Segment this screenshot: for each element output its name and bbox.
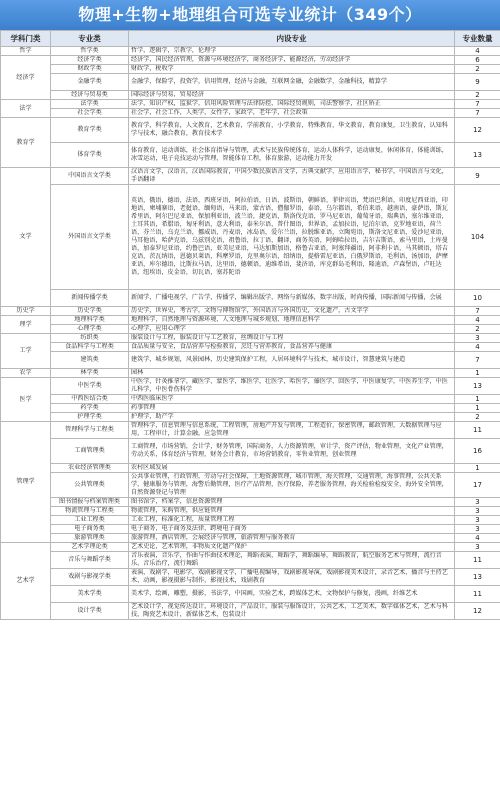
header-category: 学科门类	[1, 31, 51, 47]
major-class-cell: 教育学类	[51, 118, 129, 143]
majors-cell: 管理科学，信息管理与信息系统，工程管理，房地产开发与管理，工程造价，保密管理，邮政管理，大数据管理与应用，工程审计，计算金融，应急管理	[129, 422, 455, 439]
table-body	[1, 47, 500, 620]
majors-cell: 汉语言文学，汉语言，汉语国际教育，中国少数民族语言文学，古典文献学，应用语言学，秘书学，中国语言与文化，手语翻译	[129, 168, 455, 185]
majors-cell: 体育教育，运动训练，社会体育指导与管理，武术与民族传统体育，运动人体科学，运动康复，休闲体育，体能训练，冰雪运动，电子竞技运动与管理，智能体育工程，体育旅游，运动能力开发	[129, 143, 455, 168]
count-cell: 6	[455, 56, 500, 65]
count-cell: 12	[455, 118, 500, 143]
count-cell: 16	[455, 439, 500, 464]
table-row	[1, 343, 500, 352]
majors-table	[0, 30, 500, 620]
count-cell: 13	[455, 143, 500, 168]
page-title: 物理+生物+地理组合可选专业统计（349个）	[0, 0, 500, 30]
table-row	[1, 603, 500, 620]
major-class-cell: 工商管理类	[51, 439, 129, 464]
count-cell: 7	[455, 352, 500, 369]
table-row	[1, 65, 500, 74]
majors-cell: 中西医临床医学	[129, 395, 455, 404]
major-class-cell: 戏剧与影视学类	[51, 569, 129, 586]
majors-cell: 艺术设计学，视觉传达设计，环境设计，产品设计，服装与服饰设计，公共艺术，工艺美术，数字媒体艺术，艺术与科技，陶瓷艺术设计，新媒体艺术，包装设计	[129, 603, 455, 620]
majors-cell: 财政学，税收学	[129, 65, 455, 74]
count-cell: 9	[455, 168, 500, 185]
majors-cell: 药事管理	[129, 404, 455, 413]
major-class-cell: 农业经济管理类	[51, 464, 129, 473]
table-row	[1, 552, 500, 569]
major-class-cell: 图书情报与档案管理类	[51, 498, 129, 507]
count-cell: 4	[455, 534, 500, 543]
count-cell: 13	[455, 378, 500, 395]
count-cell: 11	[455, 552, 500, 569]
major-class-cell: 法学类	[51, 100, 129, 109]
category-cell: 农学	[1, 369, 51, 378]
table-row	[1, 118, 500, 143]
majors-cell: 美术学，绘画，雕塑，摄影，书法学，中国画，实验艺术，跨媒体艺术，文物保护与修复，漫画，纤维艺术	[129, 586, 455, 603]
table-row	[1, 334, 500, 343]
major-class-cell: 食品科学与工程类	[51, 343, 129, 352]
table-row	[1, 56, 500, 65]
major-class-cell: 美术学类	[51, 586, 129, 603]
count-cell: 11	[455, 586, 500, 603]
major-class-cell: 林学类	[51, 369, 129, 378]
majors-cell: 经济学，国民经济管理，资源与环境经济学，商务经济学，能源经济，劳动经济学	[129, 56, 455, 65]
count-cell: 4	[455, 316, 500, 325]
count-cell: 7	[455, 307, 500, 316]
count-cell: 2	[455, 65, 500, 74]
table-row	[1, 316, 500, 325]
header-majors: 内设专业	[129, 31, 455, 47]
majors-cell: 表演，戏剧学，电影学，戏剧影视文学，广播电视编导，戏剧影视导演，戏剧影视美术设计，录音艺术，播音与主持艺术，动画，影视摄影与制作，影视技术，戏剧教育	[129, 569, 455, 586]
table-row	[1, 569, 500, 586]
majors-cell: 护理学，助产学	[129, 413, 455, 422]
table-row	[1, 395, 500, 404]
majors-cell: 英语，俄语，德语，法语，西班牙语，阿拉伯语，日语，波斯语，朝鲜语，菲律宾语，梵语巴利语，印度尼西亚语，印地语，柬埔寨语，老挝语，缅甸语，马来语，蒙古语，僧伽罗语，泰语，乌尔都语，希伯来语，越南语，豪萨语，斯瓦希里语，阿尔巴尼亚语，保加利亚语，波兰语，捷克语，斯洛伐克语，罗马尼亚语，葡萄牙语，瑞典语，塞尔维亚语，土耳其语，希腊语，匈牙利语，意大利语，泰米尔语，普什图语，世界语，孟加拉语，尼泊尔语，克罗地亚语，荷兰语，芬兰语，乌克兰语，挪威语，丹麦语，冰岛语，爱尔兰语，拉脱维亚语，立陶宛语，斯洛文尼亚语，爱沙尼亚语，马耳他语，哈萨克语，乌兹别克语，祖鲁语，拉丁语，翻译，商务英语，阿姆哈拉语，吉尔吉斯语，索马里语，土库曼语，加泰罗尼亚语，约鲁巴语，亚美尼亚语，马达加斯加语，格鲁吉亚语，阿塞拜疆语，阿非利卡语，马其顿语，塔吉克语，茨瓦纳语，恩德贝莱语，科摩罗语，克里奥尔语，绍纳语，提格雷尼亚语，白俄罗斯语，毛利语，汤加语，萨摩亚语，库尔德语，比斯拉马语，达里语，德顿语，迪维希语，斐济语，库克群岛毛利语，隆迪语，卢森堡语，卢旺达语，纽埃语，皮金语，切瓦语，塞苏陀语	[129, 185, 455, 290]
major-class-cell: 经济与贸易类	[51, 91, 129, 100]
major-class-cell: 体育学类	[51, 143, 129, 168]
table-row	[1, 473, 500, 498]
category-cell: 文学	[1, 168, 51, 307]
table-row	[1, 498, 500, 507]
count-cell: 2	[455, 91, 500, 100]
majors-cell: 工业工程，标准化工程，质量管理工程	[129, 516, 455, 525]
major-class-cell: 外国语言文学类	[51, 185, 129, 290]
majors-cell: 新闻学，广播电视学，广告学，传播学，编辑出版学，网络与新媒体，数字出版，时尚传播，国际新闻与传播，会展	[129, 290, 455, 307]
count-cell: 17	[455, 473, 500, 498]
table-row	[1, 507, 500, 516]
table-row	[1, 543, 500, 552]
major-class-cell: 历史学类	[51, 307, 129, 316]
category-cell: 管理学	[1, 422, 51, 543]
table-header-row	[1, 31, 500, 47]
category-cell: 工学	[1, 334, 51, 369]
table-row	[1, 516, 500, 525]
count-cell: 3	[455, 543, 500, 552]
majors-cell: 图书馆学，档案学，信息资源管理	[129, 498, 455, 507]
majors-cell: 服装设计与工程，服装设计与工艺教育，丝绸设计与工程	[129, 334, 455, 343]
category-cell: 医学	[1, 378, 51, 422]
table-row	[1, 307, 500, 316]
major-class-cell: 社会学类	[51, 109, 129, 118]
table-row	[1, 185, 500, 290]
majors-cell: 园林	[129, 369, 455, 378]
majors-cell: 社会学，社会工作，人类学，女性学，家政学，老年学，社会政策	[129, 109, 455, 118]
majors-cell: 哲学，逻辑学，宗教学，伦理学	[129, 47, 455, 56]
majors-cell: 物流管理，采购管理，供应链管理	[129, 507, 455, 516]
major-class-cell: 药学类	[51, 404, 129, 413]
majors-cell: 教育学，科学教育，人文教育，艺术教育，学前教育，小学教育，特殊教育，华文教育，教育康复，卫生教育，认知科学与技术，融合教育，教育技术学	[129, 118, 455, 143]
major-class-cell: 纺织类	[51, 334, 129, 343]
majors-cell: 地理科学，自然地理与资源环境，人文地理与城乡规划，地理信息科学	[129, 316, 455, 325]
majors-cell: 艺术史论，艺术管理，非物质文化遗产保护	[129, 543, 455, 552]
major-class-cell: 财政学类	[51, 65, 129, 74]
count-cell: 3	[455, 525, 500, 534]
majors-cell: 法学，知识产权，监狱学，信用风险管理与法律防控，国际经贸规则，司法警察学，社区矫正	[129, 100, 455, 109]
count-cell: 10	[455, 290, 500, 307]
majors-cell: 旅游管理，酒店管理，会展经济与管理，旅游管理与服务教育	[129, 534, 455, 543]
majors-cell: 国际经济与贸易，贸易经济	[129, 91, 455, 100]
table-row	[1, 534, 500, 543]
table-row	[1, 369, 500, 378]
table-row	[1, 100, 500, 109]
table-row	[1, 352, 500, 369]
major-class-cell: 音乐与舞蹈学类	[51, 552, 129, 569]
category-cell: 艺术学	[1, 543, 51, 620]
major-class-cell: 公共管理类	[51, 473, 129, 498]
count-cell: 3	[455, 516, 500, 525]
major-class-cell: 艺术学理论类	[51, 543, 129, 552]
category-cell: 哲学	[1, 47, 51, 56]
major-class-cell: 经济学类	[51, 56, 129, 65]
major-class-cell: 工业工程类	[51, 516, 129, 525]
major-class-cell: 地理科学类	[51, 316, 129, 325]
majors-cell: 食品质量与安全，食品营养与检验教育，烹饪与营养教育，食品营养与健康	[129, 343, 455, 352]
major-class-cell: 设计学类	[51, 603, 129, 620]
majors-cell: 公共事业管理，行政管理，劳动与社会保障，土地资源管理，城市管理，海关管理，交通管理，海事管理，公共关系学，健康服务与管理，海警后勤管理，医疗产品管理，医疗保险，养老服务管理，海关检验检疫安全，海外安全管理，自然资源登记与管理	[129, 473, 455, 498]
table-row	[1, 404, 500, 413]
major-class-cell: 中西医结合类	[51, 395, 129, 404]
table-row	[1, 525, 500, 534]
count-cell: 12	[455, 603, 500, 620]
category-cell: 教育学	[1, 118, 51, 168]
table-row	[1, 439, 500, 464]
count-cell: 2	[455, 413, 500, 422]
major-class-cell: 电子商务类	[51, 525, 129, 534]
major-class-cell: 旅游管理类	[51, 534, 129, 543]
category-cell: 历史学	[1, 307, 51, 316]
major-class-cell: 中国语言文学类	[51, 168, 129, 185]
category-cell: 经济学	[1, 56, 51, 100]
table-row	[1, 325, 500, 334]
count-cell: 1	[455, 369, 500, 378]
major-class-cell: 管理科学与工程类	[51, 422, 129, 439]
count-cell: 3	[455, 498, 500, 507]
count-cell: 1	[455, 404, 500, 413]
majors-cell: 工商管理，市场营销，会计学，财务管理，国际商务，人力资源管理，审计学，资产评估，物业管理，文化产业管理，劳动关系，体育经济与管理，财务会计教育，市场营销教育，零售业管理，创业管理	[129, 439, 455, 464]
majors-cell: 建筑学，城乡规划，风景园林，历史建筑保护工程，人居环境科学与技术，城市设计，智慧建筑与建造	[129, 352, 455, 369]
table-row	[1, 464, 500, 473]
major-class-cell: 新闻传播学类	[51, 290, 129, 307]
count-cell: 3	[455, 334, 500, 343]
table-row	[1, 74, 500, 91]
category-cell: 理学	[1, 316, 51, 334]
count-cell: 7	[455, 100, 500, 109]
majors-cell: 金融学，保险学，投资学，信用管理，经济与金融，互联网金融，金融数学，金融科技，精算学	[129, 74, 455, 91]
majors-cell: 历史学，世界史，考古学，文物与博物馆学，外国语言与外国历史，文化遗产，古文字学	[129, 307, 455, 316]
count-cell: 13	[455, 569, 500, 586]
table-row	[1, 422, 500, 439]
majors-cell: 农村区域发展	[129, 464, 455, 473]
table-row	[1, 143, 500, 168]
major-class-cell: 金融学类	[51, 74, 129, 91]
header-major-class: 专业类	[51, 31, 129, 47]
count-cell: 2	[455, 325, 500, 334]
count-cell: 4	[455, 343, 500, 352]
majors-cell: 中医学，针灸推拿学，藏医学，蒙医学，维医学，壮医学，哈医学，傣医学，回医学，中医康复学，中医养生学，中医儿科学，中医骨伤科学	[129, 378, 455, 395]
major-class-cell: 心理学类	[51, 325, 129, 334]
count-cell: 3	[455, 507, 500, 516]
count-cell: 104	[455, 185, 500, 290]
table-row	[1, 290, 500, 307]
count-cell: 9	[455, 74, 500, 91]
major-class-cell: 护理学类	[51, 413, 129, 422]
major-class-cell: 哲学类	[51, 47, 129, 56]
major-class-cell: 中医学类	[51, 378, 129, 395]
count-cell: 11	[455, 422, 500, 439]
major-class-cell: 物流管理与工程类	[51, 507, 129, 516]
count-cell: 1	[455, 395, 500, 404]
count-cell: 4	[455, 47, 500, 56]
majors-cell: 音乐表演，音乐学，作曲与作曲技术理论，舞蹈表演，舞蹈学，舞蹈编导，舞蹈教育，航空服务艺术与管理，流行音乐，音乐治疗，流行舞蹈	[129, 552, 455, 569]
table-row	[1, 586, 500, 603]
majors-cell: 心理学，应用心理学	[129, 325, 455, 334]
major-class-cell: 建筑类	[51, 352, 129, 369]
table-row	[1, 91, 500, 100]
count-cell: 7	[455, 109, 500, 118]
majors-cell: 电子商务，电子商务及法律，跨境电子商务	[129, 525, 455, 534]
table-row	[1, 47, 500, 56]
table-row	[1, 413, 500, 422]
header-count: 专业数量	[455, 31, 500, 47]
table-row	[1, 109, 500, 118]
category-cell: 法学	[1, 100, 51, 118]
count-cell: 1	[455, 464, 500, 473]
table-row	[1, 168, 500, 185]
table-row	[1, 378, 500, 395]
